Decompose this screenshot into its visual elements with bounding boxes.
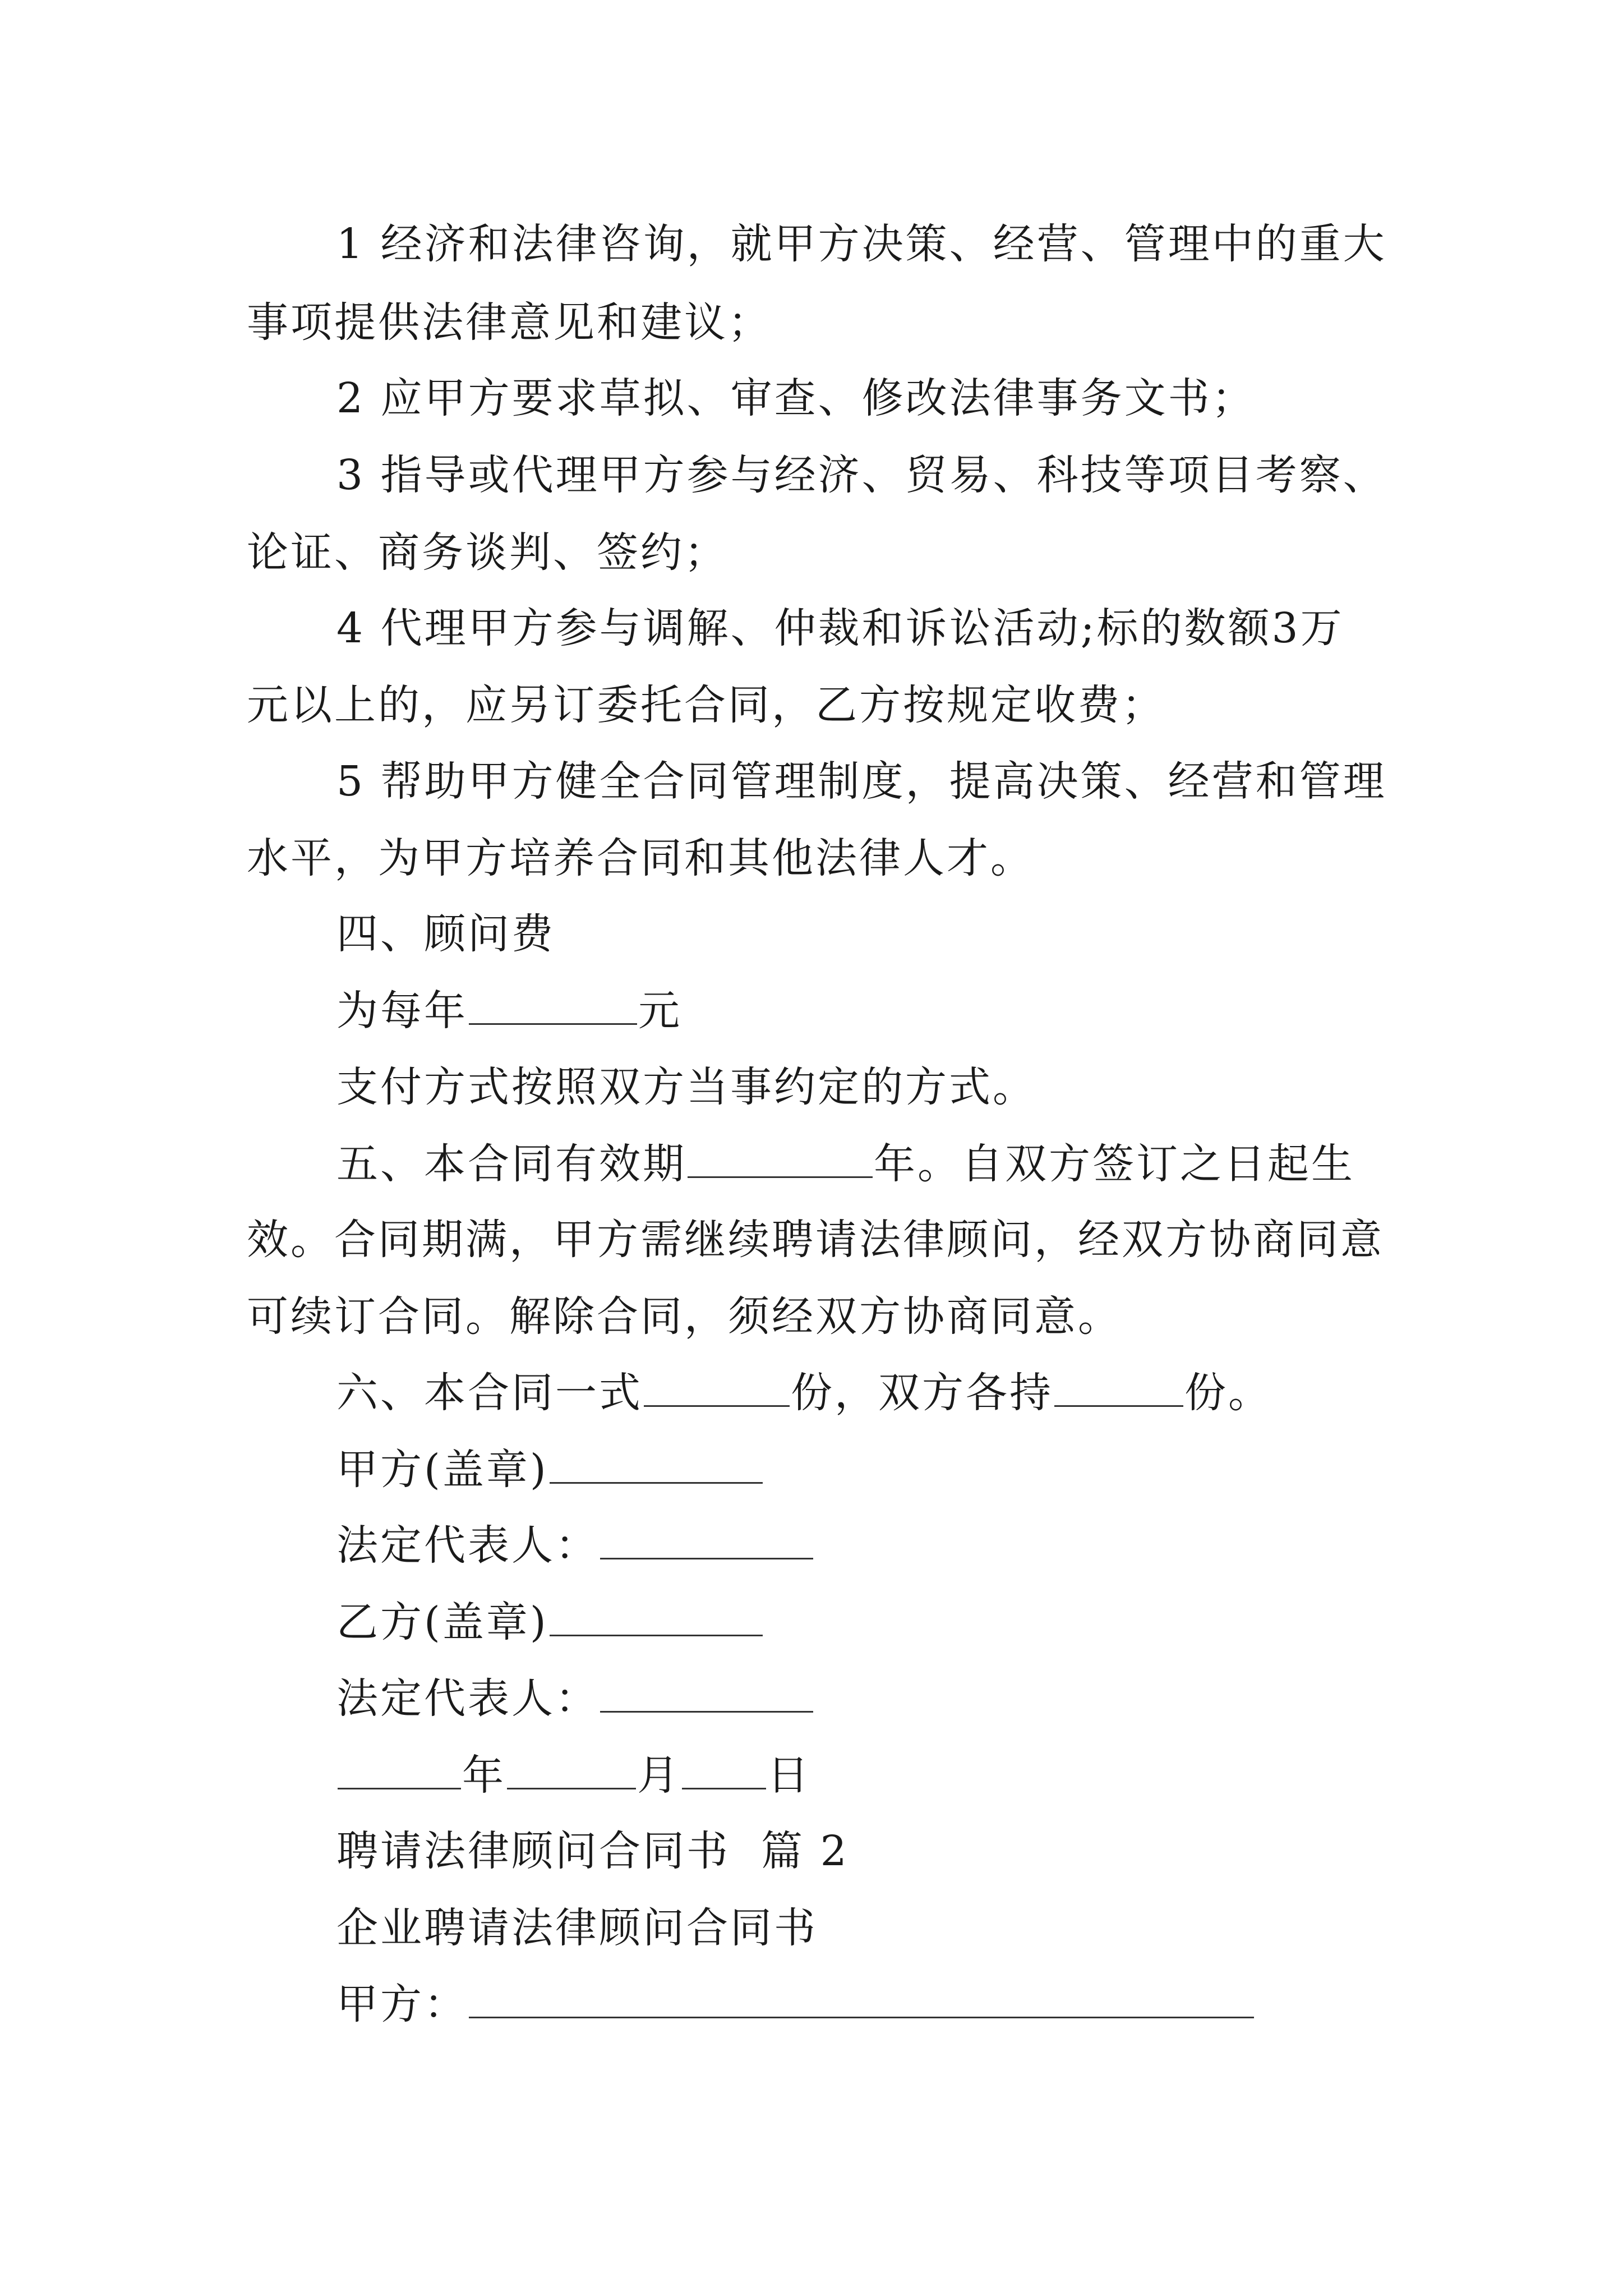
fee-line bbox=[336, 983, 682, 1039]
copies-line bbox=[336, 1365, 1272, 1421]
payment-method: 支付方式按照双方当事约定的方式。 bbox=[336, 1063, 1036, 1111]
party-b-seal-label: 乙方(盖章) bbox=[336, 1598, 548, 1646]
legal-rep-b-field[interactable] bbox=[600, 1676, 813, 1713]
clause-2: 2 应甲方要求草拟、审查、修改法律事务文书； bbox=[336, 374, 1256, 422]
date-line bbox=[336, 1747, 811, 1803]
clause-3-line-2: 论证、商务谈判、签约； bbox=[247, 528, 728, 577]
fee-suffix: 元 bbox=[638, 987, 682, 1035]
clause-5-line-2: 水平，为甲方培养合同和其他法律人才。 bbox=[247, 834, 1034, 882]
legal-rep-b-line bbox=[336, 1671, 814, 1727]
party-b-seal-line bbox=[336, 1594, 764, 1650]
date-year-label: 年 bbox=[462, 1751, 506, 1800]
copies-total-field[interactable] bbox=[644, 1370, 790, 1407]
fee-amount-field[interactable] bbox=[469, 988, 637, 1025]
legal-rep-a-label: 法定代表人： bbox=[336, 1521, 599, 1570]
clause-4-line-2: 元以上的，应另订委托合同，乙方按规定收费； bbox=[247, 681, 1165, 729]
party-a-field[interactable] bbox=[469, 1982, 1254, 2018]
clause-4-line-1: 4 代理甲方参与调解、仲裁和诉讼活动;标的数额3万 bbox=[336, 604, 1344, 652]
legal-rep-b-label: 法定代表人： bbox=[336, 1674, 599, 1723]
clause-1-line-1: 1 经济和法律咨询，就甲方决策、经营、管理中的重大 bbox=[336, 220, 1387, 268]
party-a-seal-label: 甲方(盖章) bbox=[336, 1446, 548, 1494]
clause-3-line-1: 3 指导或代理甲方参与经济、贸易、科技等项目考察、 bbox=[336, 451, 1387, 499]
party-a-seal-field[interactable] bbox=[550, 1447, 763, 1484]
party-a-label: 甲方： bbox=[336, 1980, 468, 2028]
copies-mid: 份，双方各持 bbox=[791, 1369, 1053, 1417]
legal-rep-a-field[interactable] bbox=[600, 1523, 813, 1559]
copies-suffix: 份。 bbox=[1184, 1369, 1272, 1417]
date-year-field[interactable] bbox=[338, 1753, 461, 1789]
legal-rep-a-line bbox=[336, 1517, 814, 1573]
term-line-2: 效。合同期满，甲方需继续聘请法律顾问，经双方协商同意 bbox=[247, 1216, 1384, 1264]
section-heading-fee: 四、顾问费 bbox=[336, 910, 555, 958]
date-day-label: 日 bbox=[767, 1751, 811, 1800]
copies-prefix: 六、本合同一式 bbox=[336, 1369, 643, 1417]
clause-5-line-1: 5 帮助甲方健全合同管理制度，提高决策、经营和管理 bbox=[336, 757, 1387, 806]
fee-prefix: 为每年 bbox=[336, 987, 468, 1035]
term-prefix: 五、本合同有效期 bbox=[336, 1140, 686, 1188]
date-month-label: 月 bbox=[637, 1751, 681, 1800]
party-b-seal-field[interactable] bbox=[550, 1600, 763, 1636]
term-line-3: 可续订合同。解除合同，须经双方协商同意。 bbox=[247, 1292, 1122, 1341]
party-a-line bbox=[336, 1976, 1255, 2032]
date-day-field[interactable] bbox=[682, 1753, 766, 1789]
copies-each-field[interactable] bbox=[1054, 1370, 1183, 1407]
date-month-field[interactable] bbox=[507, 1753, 636, 1789]
section-title-2: 聘请法律顾问合同书 篇 2 bbox=[336, 1827, 849, 1875]
contract-subtitle: 企业聘请法律顾问合同书 bbox=[336, 1904, 818, 1952]
term-suffix: 年。自双方签订之日起生 bbox=[874, 1140, 1355, 1188]
term-line-1 bbox=[336, 1136, 1355, 1192]
clause-1-line-2: 事项提供法律意见和建议； bbox=[247, 298, 772, 347]
term-years-field[interactable] bbox=[688, 1142, 873, 1178]
party-a-seal-line bbox=[336, 1442, 764, 1498]
